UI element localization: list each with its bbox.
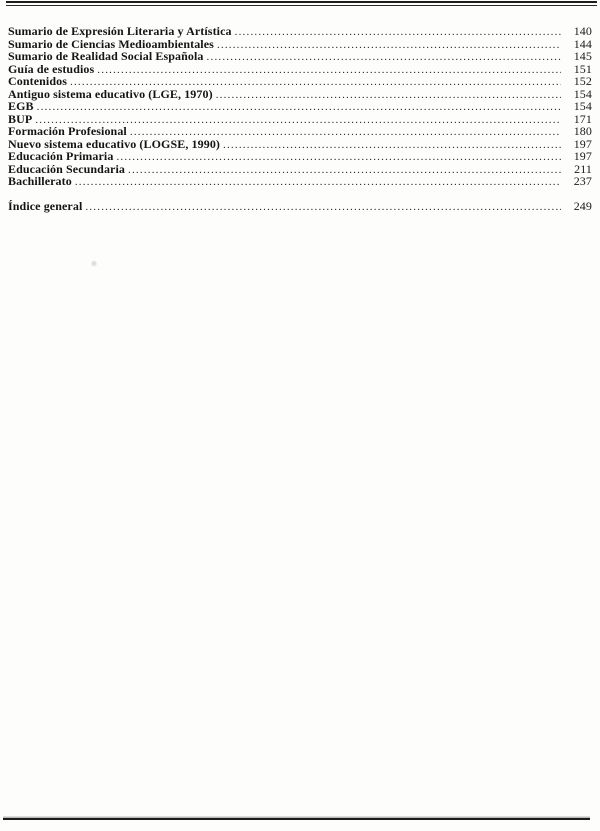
toc-entry-page: 152 — [573, 74, 592, 88]
toc-entry-page: 171 — [573, 111, 592, 126]
toc-entry — [8, 88, 592, 101]
toc-entry-page: 249 — [573, 198, 592, 213]
toc-entry-label: Guía de estudios — [8, 61, 95, 76]
dot-leader — [207, 50, 561, 63]
dot-leader — [97, 63, 561, 76]
dot-leader — [37, 100, 561, 113]
toc-entry — [8, 125, 592, 138]
dot-leader — [216, 88, 561, 101]
toc-entry — [8, 150, 592, 163]
scan-speck-artifact — [91, 260, 97, 267]
dot-leader — [85, 200, 561, 213]
toc-entry-label: Contenidos — [8, 74, 68, 88]
toc-entry — [8, 63, 592, 76]
toc-entry-page: 197 — [573, 149, 592, 163]
dot-leader — [75, 175, 561, 188]
toc-entry-label: Educación Primaria — [8, 149, 114, 163]
dot-leader — [223, 138, 561, 151]
toc-entry-label: Sumario de Realidad Social Española — [8, 49, 204, 63]
toc-entry-page: 145 — [573, 49, 592, 63]
toc-entry-label: Nuevo sistema educativo (LOGSE, 1990) — [8, 136, 221, 151]
toc-entry-page: 144 — [573, 36, 592, 51]
toc-entry-page: 197 — [573, 136, 592, 151]
toc-list — [8, 25, 592, 188]
toc-entry — [8, 163, 592, 176]
toc-entry-page: 237 — [573, 174, 592, 188]
toc-entry — [8, 50, 592, 63]
toc-entry-label: Sumario de Ciencias Medioambientales — [8, 36, 214, 51]
toc-entry — [8, 75, 592, 88]
table-of-contents — [8, 25, 592, 212]
toc-entry-index-general — [8, 200, 592, 213]
top-rule-thin — [6, 5, 597, 6]
toc-entry-label: Antiguo sistema educativo (LGE, 1970) — [8, 86, 213, 101]
toc-entry-label: BUP — [8, 111, 33, 126]
dot-leader — [217, 38, 561, 51]
dot-leader — [235, 25, 561, 38]
dot-leader — [128, 163, 561, 176]
toc-entry-page: 140 — [573, 24, 592, 38]
toc-entry-label: EGB — [8, 99, 34, 113]
top-rule-thick — [6, 1, 597, 3]
toc-entry-label: Bachillerato — [8, 174, 72, 188]
toc-entry-label: Formación Profesional — [8, 124, 127, 138]
dot-leader — [116, 150, 561, 163]
bottom-rule — [3, 818, 590, 820]
toc-entry-page: 154 — [573, 99, 592, 113]
toc-entry-page: 180 — [573, 124, 592, 138]
toc-entry-label: Sumario de Expresión Literaria y Artística — [8, 24, 232, 38]
dot-leader — [130, 125, 561, 138]
toc-entry-page: 151 — [573, 61, 592, 76]
toc-entry-label: Índice general — [8, 198, 83, 213]
toc-entry — [8, 100, 592, 113]
toc-entry-page: 154 — [573, 86, 592, 101]
toc-entry — [8, 25, 592, 38]
dot-leader — [70, 75, 561, 88]
toc-entry-label: Educación Secundaria — [8, 161, 126, 176]
toc-entry — [8, 175, 592, 188]
toc-entry-page: 211 — [574, 161, 592, 176]
